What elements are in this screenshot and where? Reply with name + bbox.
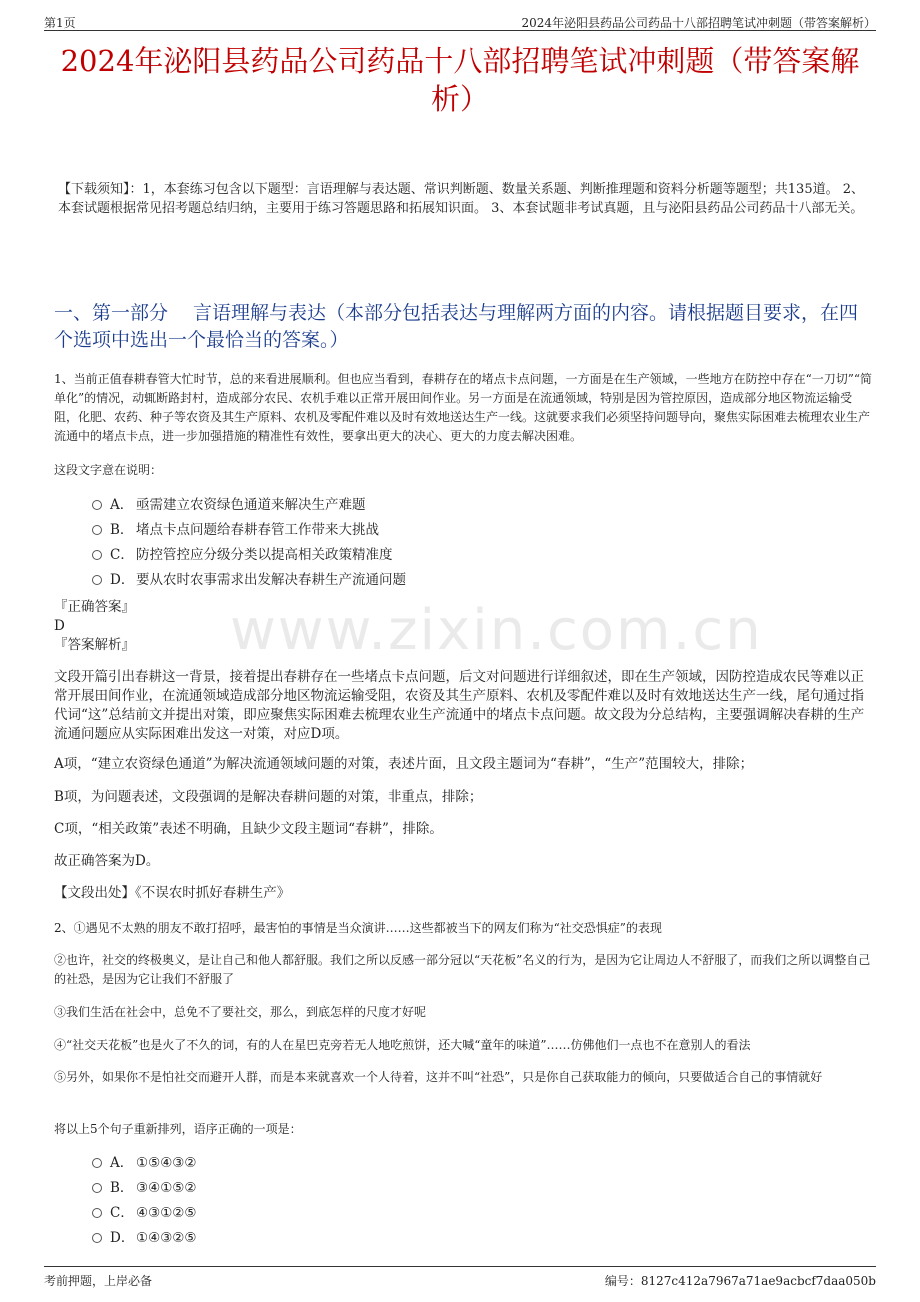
q1-option-a[interactable]: A． 亟需建立农资绿色通道来解决生产难题 [92,493,406,518]
q1-answer: D [54,618,65,634]
q2-sentence-5: ⑤另外，如果你不是怕社交而避开人群，而是本来就喜欢一个人待着，这并不叫“社恐”，只是你自己获取能力的倾向，只要做适合自己的事情就好 [54,1070,823,1084]
page-footer [44,1266,876,1289]
page-header [44,12,876,31]
q2-sentence-4: ④“社交天花板”也是火了不久的词，有的人在星巴克旁若无人地吃煎饼，还大喊“童年的味道”……仿佛他们一点也不在意别人的看法 [54,1038,751,1052]
radio-icon[interactable] [92,1158,102,1168]
q2-sentence-2: ②也许，社交的终极奥义，是让自己和他人都舒服。我们之所以反感一部分冠以“天花板”名义的行为，是因为它让周边人不舒服了，而我们之所以调整自己的社恐，是因为它让我们不舒服了 [54,953,871,986]
radio-icon[interactable] [92,1183,102,1193]
footer-slogan: 考前押题，上岸必备 [44,1274,153,1288]
q1-answer-label: 『正确答案』 [54,599,135,615]
q2-sentence-3: ③我们生活在社会中，总免不了要社交，那么，到底怎样的尺度才好呢 [54,1005,427,1019]
header-doc-title: 2024年泌阳县药品公司药品十八部招聘笔试冲刺题（带答案解析） [521,16,876,30]
download-notice: 【下载须知】：1，本套练习包含以下题型：言语理解与表达题、常识判断题、数量关系题、判断推理题和资料分析题等题型；共135道。 2、本套试题根据常见招考题总结归纳，主要用于练习答题思路和拓展知识面。 3、本套试题非考试真题，且与泌阳县药品公司药品十八部无关。 [58,182,864,216]
q1-analysis-c: C项，“相关政策”表述不明确，且缺少文段主题词“春耕”，排除。 [54,821,443,837]
q1-analysis-summary: 文段开篇引出春耕这一背景，接着提出春耕存在一些堵点卡点问题，后文对问题进行详细叙述，即在生产领域，因防控造成农民等难以正常开展田间作业，在流通领域造成部分地区物流运输受阻，农资及其生产原料、农机及零配件难以及时有效地送达生产一线，尾句通过指代词“这”总结前文并提出对策，即应聚焦实际困难去梳理农业生产流通中的堵点卡点问题。故文段为分总结构，主要强调解决春耕的生产流通问题应从实际困难出发这一对策，对应D项。 [54,669,865,742]
watermark: www.zixin.com.cn [230,598,763,663]
footer-serial: 编号：8127c412a7967a71ae9acbcf7daa050b [604,1274,876,1288]
q1-option-c[interactable]: C． 防控管控应分级分类以提高相关政策精准度 [92,543,406,568]
q2-prompt: 将以上5个句子重新排列，语序正确的一项是： [54,1122,302,1136]
q2-option-a[interactable]: A． ①⑤④③② [92,1151,197,1176]
radio-icon[interactable] [92,525,102,535]
radio-icon[interactable] [92,575,102,585]
document-title: 2024年泌阳县药品公司药品十八部招聘笔试冲刺题（带答案解析） [60,44,860,116]
q1-stem: 1、当前正值春耕春管大忙时节，总的来看进展顺利。但也应当看到，春耕存在的堵点卡点问题，一方面是在生产领域，一些地方在防控中存在“一刀切”“简单化”的情况，动辄断路封村，造成部分农民、农机手难以正常开展田间作业。另一方面是在流通领域，特别是因为管控原因，造成部分地区物流运输受阻，化肥、农药、种子等农资及其生产原料、农机及零配件难以及时有效地送达生产一线。这就要求我们必须坚持问题导向，聚焦实际困难去梳理农业生产流通中的堵点卡点，进一步加强措施的精准性有效性，要拿出更大的决心、更大的力度去解决困难。 [54,372,873,443]
q1-options [92,493,406,593]
radio-icon[interactable] [92,550,102,560]
q1-analysis-b: B项，为问题表述，文段强调的是解决春耕问题的对策，非重点，排除； [54,789,483,805]
q1-prompt: 这段文字意在说明： [54,463,163,477]
q1-analysis-label: 『答案解析』 [54,637,135,653]
q1-analysis-conclusion: 故正确答案为D。 [54,853,160,869]
q1-option-b[interactable]: B． 堵点卡点问题给春耕春管工作带来大挑战 [92,518,406,543]
radio-icon[interactable] [92,1233,102,1243]
section-title: 一、第一部分 言语理解与表达（本部分包括表达与理解两方面的内容。请根据题目要求，在四个选项中选出一个最恰当的答案。） [54,302,859,351]
q1-source: 【文段出处】《不误农时抓好春耕生产》 [54,885,291,901]
q2-option-b[interactable]: B． ③④①⑤② [92,1176,197,1201]
page-number: 第1页 [44,16,76,30]
q2-option-c[interactable]: C． ④③①②⑤ [92,1201,197,1226]
q1-analysis-a: A项，“建立农资绿色通道”为解决流通领域问题的对策，表述片面，且文段主题词为“春耕”，“生产”范围较大，排除； [54,756,754,772]
radio-icon[interactable] [92,1208,102,1218]
radio-icon[interactable] [92,500,102,510]
q1-option-d[interactable]: D． 要从农时农事需求出发解决春耕生产流通问题 [92,568,406,593]
q2-sentence-1: 2、①遇见不太熟的朋友不敢打招呼，最害怕的事情是当众演讲……这些都被当下的网友们称为“社交恐惧症”的表现 [54,921,662,935]
q2-options [92,1151,197,1251]
q2-option-d[interactable]: D． ①④③②⑤ [92,1226,197,1251]
